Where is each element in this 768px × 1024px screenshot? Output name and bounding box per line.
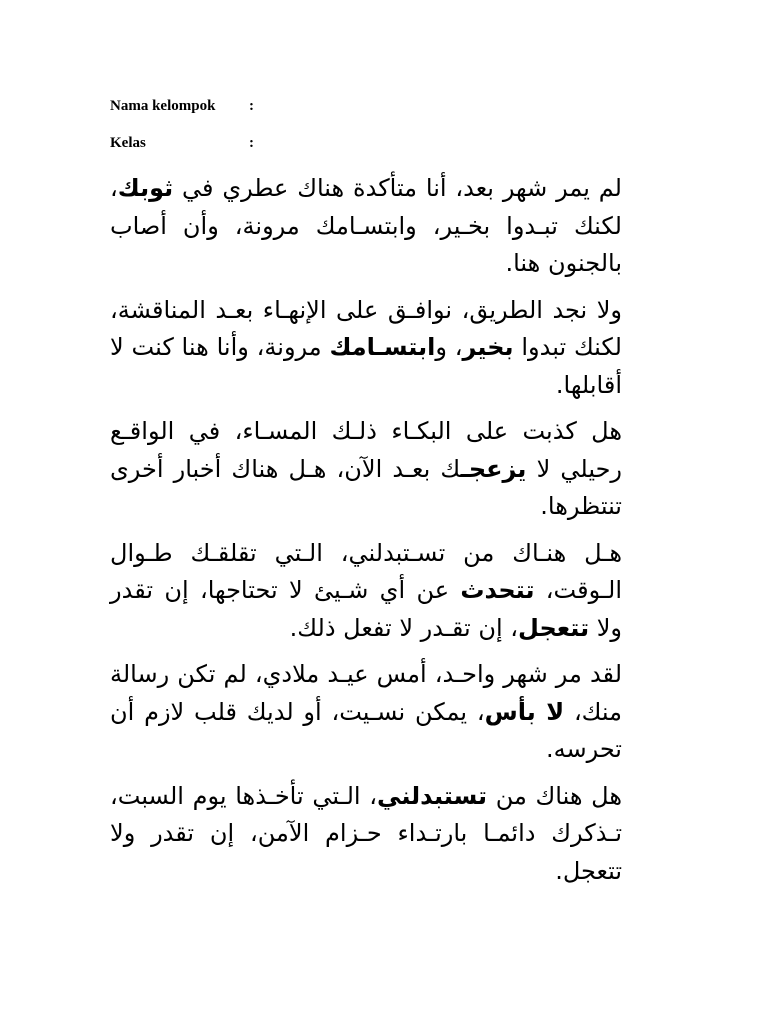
paragraph bbox=[110, 656, 622, 769]
bold-text-run: تستبدلني bbox=[377, 781, 488, 810]
text-run: ك بعـد الآن، هـل هناك أخبار أخرى تنتظرها. bbox=[110, 454, 622, 520]
bold-text-run: ثوبك bbox=[117, 174, 174, 202]
paragraph bbox=[110, 170, 622, 283]
bold-text-run: تتحدث bbox=[460, 576, 535, 604]
text-run: لقد مر شهر واحـد، أمس عيـد ملادي، لم تكن رسالة منك، bbox=[110, 660, 623, 726]
paragraph bbox=[110, 413, 622, 526]
class-label: Kelas bbox=[110, 135, 146, 151]
text-run: لم يمر شهر بعد، أنا متأكدة هناك عطري في bbox=[173, 174, 622, 202]
group-name-label: Nama kelompok bbox=[110, 98, 216, 114]
text-run: هل كذبت على البكـاء ذلـك المسـاء، في الواقـع رحيلي لا bbox=[110, 417, 622, 483]
group-name-colon: : bbox=[249, 98, 254, 114]
text-run: ولا نجد الطريق، نوافـق على الإنهـاء بعـد المناقشة، لكنك تبدوا bbox=[110, 295, 622, 361]
text-run: ، يمكن نسـيت، أو لديك قلب لازم أن تحرسه. bbox=[110, 697, 622, 763]
arabic-text-body bbox=[110, 170, 622, 890]
bold-text-run: ابتسـامك bbox=[329, 333, 436, 361]
text-run: ، و bbox=[435, 333, 463, 361]
text-run: عن أي شـيئ لا تحتاجها، إن تقدر ولا bbox=[110, 576, 622, 642]
document-page bbox=[110, 96, 622, 899]
paragraph bbox=[110, 535, 622, 648]
text-run: هل هناك من bbox=[487, 781, 622, 810]
class-row bbox=[110, 133, 622, 153]
paragraph bbox=[110, 292, 622, 405]
paragraph bbox=[110, 778, 622, 891]
bold-text-run: تتعجل bbox=[518, 613, 590, 642]
bold-text-run: لا بأس bbox=[484, 697, 565, 726]
text-run: هـل هنـاك من تسـتبدلني، الـتي تقلقـك طـوال الـوقت، bbox=[110, 538, 622, 604]
bold-text-run: بخير bbox=[462, 333, 514, 361]
class-colon: : bbox=[249, 135, 254, 151]
text-run: ، إن تقـدر لا تفعل ذلك. bbox=[289, 613, 519, 642]
text-run: ، الـتي تأخـذها يوم السبت، تـذكرك دائمـا بارتـداء حـزام الآمن، إن تقدر ولا تتعجل. bbox=[110, 781, 622, 885]
group-name-row bbox=[110, 96, 622, 116]
bold-text-run: يزعجـ bbox=[460, 454, 527, 483]
text-run: مرونة، وأنا هنا كنت لا أقابلها. bbox=[110, 333, 622, 399]
text-run: ، لكنك تبـدوا بخـير، وابتسـامك مرونة، وأن أصاب بالجنون هنا. bbox=[110, 174, 622, 277]
